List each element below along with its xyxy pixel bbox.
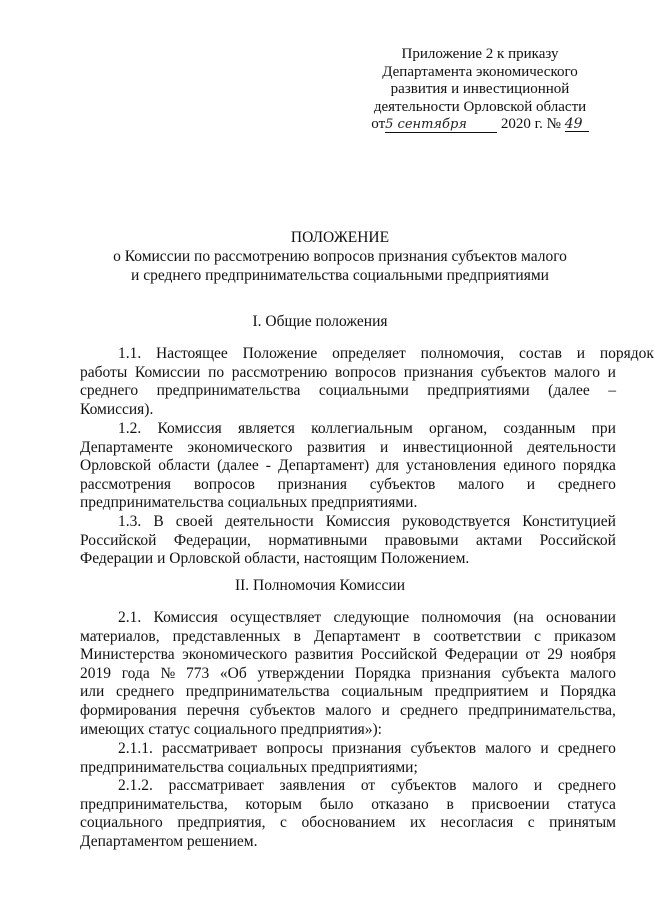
- text-line: работы Комиссии по рассмотрению вопросов признания субъектов малого и: [80, 363, 616, 381]
- section-1-heading: I. Общие положения: [252, 313, 388, 330]
- text-line: 2019 года № 773 «Об утверждении Порядка признания субъекта малого: [80, 664, 616, 682]
- title-subtitle-1: о Комиссии по рассмотрению вопросов признания субъектов малого: [113, 248, 567, 265]
- text-line: материалов, представленных в Департамент в соответствии с приказом: [80, 627, 616, 645]
- text-line: или среднего предпринимательства социальным предприятием и Порядка: [80, 683, 616, 701]
- appendix-date-line: [360, 116, 600, 134]
- appendix-line-2: Департамента экономического: [382, 63, 578, 80]
- text-line: формирования перечня субъектов малого и среднего предпринимательства,: [80, 701, 616, 719]
- text-line: предпринимательства социальных предприятиями;: [80, 758, 418, 776]
- title-heading: ПОЛОЖЕНИЕ: [290, 229, 390, 246]
- section-2-heading: II. Полномочия Комиссии: [234, 577, 406, 594]
- text-line: имеющих статус социального предприятия»):: [80, 720, 382, 738]
- handwritten-number: 49: [565, 117, 589, 132]
- text-line: социального предприятия, с обоснованием их несогласия с принятым: [80, 814, 616, 832]
- paragraph-2-1: [80, 609, 616, 739]
- text-line: Комиссия).: [80, 400, 154, 418]
- text-line: предпринимательства, которым было отказано в присвоении статуса: [80, 795, 616, 813]
- text-line: среднего предпринимательства социальными предприятиями (далее –: [80, 382, 616, 400]
- handwritten-date: 5 сентября: [385, 118, 497, 133]
- text-line: Российской Федерации, нормативными правовыми актами Российской: [80, 531, 616, 549]
- paragraph-2-1-2: [80, 777, 616, 851]
- paragraph-1-1: [80, 345, 654, 419]
- text-line: 2.1. Комиссия осуществляет следующие полномочия (на основании: [118, 609, 616, 626]
- paragraph-2-1-1: [80, 740, 616, 777]
- appendix-line-3: развития и инвестиционной: [390, 81, 570, 97]
- title-subtitle-2: и среднего предпринимательства социальными предприятиями: [131, 267, 549, 284]
- text-line: Министерства экономического развития Российской Федерации от 29 ноября: [80, 646, 616, 664]
- appendix-line-1: Приложение 2 к приказу: [401, 46, 559, 62]
- paragraph-1-2: [80, 420, 616, 513]
- text-line: рассмотрения вопросов признания субъектов малого и среднего: [80, 475, 616, 493]
- text-line: 1.2. Комиссия является коллегиальным органом, созданным при: [118, 420, 616, 437]
- year-text: 2020 г. №: [500, 116, 561, 132]
- text-line: 1.1. Настоящее Положение определяет полномочия, состав и порядок: [118, 345, 654, 362]
- text-line: предпринимательства социальных предприятиями.: [80, 494, 418, 512]
- document-title: [100, 228, 580, 285]
- text-line: Федерации и Орловской области, настоящим Положением.: [80, 550, 470, 568]
- text-line: Орловской области (далее - Департамент) для установления единого порядка: [80, 457, 616, 475]
- text-line: 2.1.1. рассматривает вопросы признания субъектов малого и среднего: [118, 740, 616, 757]
- text-line: 2.1.2. рассматривает заявления от субъектов малого и среднего: [118, 777, 616, 794]
- text-line: Департаменте экономического развития и инвестиционной деятельности: [80, 438, 616, 456]
- paragraph-1-3: [80, 513, 616, 569]
- appendix-line-4: деятельности Орловской области: [373, 98, 587, 115]
- appendix-header: [360, 46, 600, 134]
- text-line: 1.3. В своей деятельности Комиссия руководствуется Конституцией: [118, 513, 616, 530]
- date-prefix: от: [371, 116, 386, 132]
- text-line: Департаментом решением.: [80, 832, 258, 850]
